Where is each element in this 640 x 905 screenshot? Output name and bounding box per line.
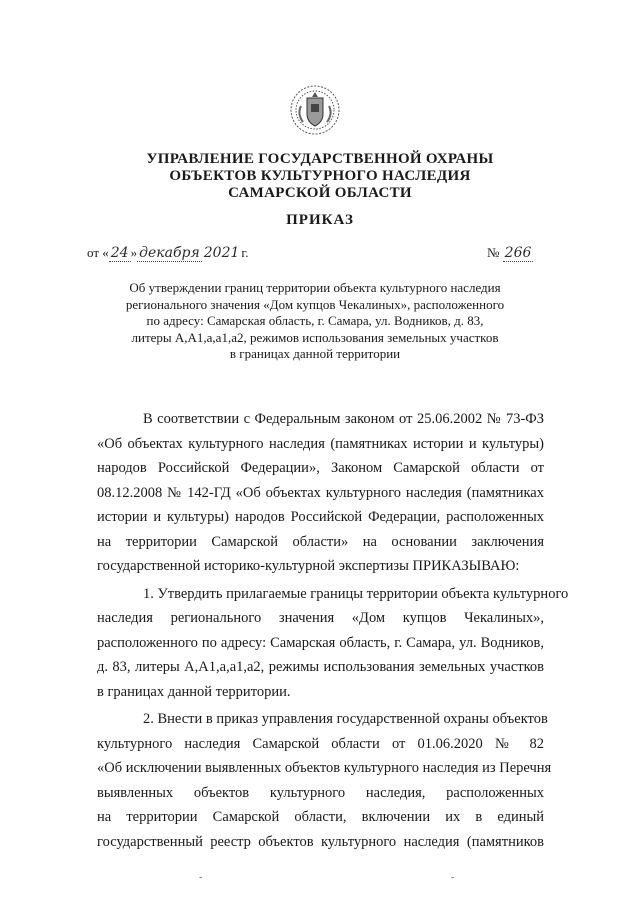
body-line: на территории Самарской области, включении их в единый <box>97 809 544 825</box>
document-title <box>100 280 530 363</box>
organization-name <box>0 151 640 202</box>
title-line: Об утверждении границ территории объекта культурного наследия <box>129 280 501 295</box>
date-month: декабря <box>139 245 200 261</box>
body-line: народов Российской Федерации», Законом Самарской области от <box>97 460 544 476</box>
document-date <box>87 245 249 262</box>
date-day: 24 <box>110 245 129 261</box>
date-middle: » <box>130 245 138 260</box>
scan-mark: - <box>451 872 455 883</box>
body-line: расположенного по адресу: Самарская область, г. Самара, ул. Водников, <box>97 634 544 651</box>
scan-mark: - <box>199 872 203 883</box>
clause-2-paragraph <box>97 707 552 854</box>
preamble-paragraph <box>97 407 544 579</box>
org-line-2: ОБЪЕКТОВ КУЛЬТУРНОГО НАСЛЕДИЯ <box>169 168 471 184</box>
body-line: культурного наследия Самарской области от 01.06.2020 № 82 <box>97 735 544 752</box>
body-line: выявленных объектов культурного наследия, расположенных <box>97 784 544 801</box>
body-line: д. 83, литеры А,А1,а,а1,а2, режимы использования земельных участков <box>97 659 544 675</box>
body-line: наследия регионального значения «Дом купцов Чекалиных», <box>97 610 544 626</box>
coat-of-arms-emblem-icon <box>289 84 341 136</box>
body-line: «Об исключении выявленных объектов культурного наследия из Перечня <box>97 760 552 776</box>
number-prefix: № <box>487 245 500 260</box>
date-year: 2021 <box>203 245 240 261</box>
org-line-3: САМАРСКОЙ ОБЛАСТИ <box>228 185 412 201</box>
body-line: на территории Самарской области» на основании заключения <box>97 533 544 550</box>
title-line: регионального значения «Дом купцов Чекалиных», расположенного <box>125 296 505 312</box>
document-type: ПРИКАЗ <box>286 212 354 228</box>
body-line: В соответствии с Федеральным законом от 25.06.2002 № 73-ФЗ <box>143 411 544 427</box>
body-line: 2. Внести в приказ управления государственной охраны объектов <box>143 711 548 727</box>
title-line: литеры А,А1,а,а1,а2, режимов использования земельных участков <box>131 329 499 345</box>
body-line: истории и культуры) народов Российской Федерации, расположенных <box>97 509 544 525</box>
body-line: «Об объектах культурного наследия (памятниках истории и культуры) <box>97 435 544 452</box>
body-line: в границах данной территории. <box>97 683 291 700</box>
body-line: государственной историко-культурной экспертизы ПРИКАЗЫВАЮ: <box>97 558 520 574</box>
clause-1-paragraph <box>97 582 569 705</box>
date-suffix: г. <box>241 245 249 260</box>
body-line: государственный реестр объектов культурного наследия (памятников <box>97 833 544 850</box>
body-line: 08.12.2008 № 142-ГД «Об объектах культурного наследия (памятниках <box>97 484 544 501</box>
title-line: в границах данной территории <box>229 346 401 361</box>
document-body <box>97 407 569 854</box>
org-line-1: УПРАВЛЕНИЕ ГОСУДАРСТВЕННОЙ ОХРАНЫ <box>146 151 494 167</box>
body-line: 1. Утвердить прилагаемые границы территории объекта культурного <box>143 585 569 602</box>
number-value: 266 <box>504 245 532 261</box>
document-number <box>487 245 533 261</box>
date-prefix: от « <box>87 245 109 260</box>
title-line: по адресу: Самарская область, г. Самара, ул. Водников, д. 83, <box>146 313 484 328</box>
